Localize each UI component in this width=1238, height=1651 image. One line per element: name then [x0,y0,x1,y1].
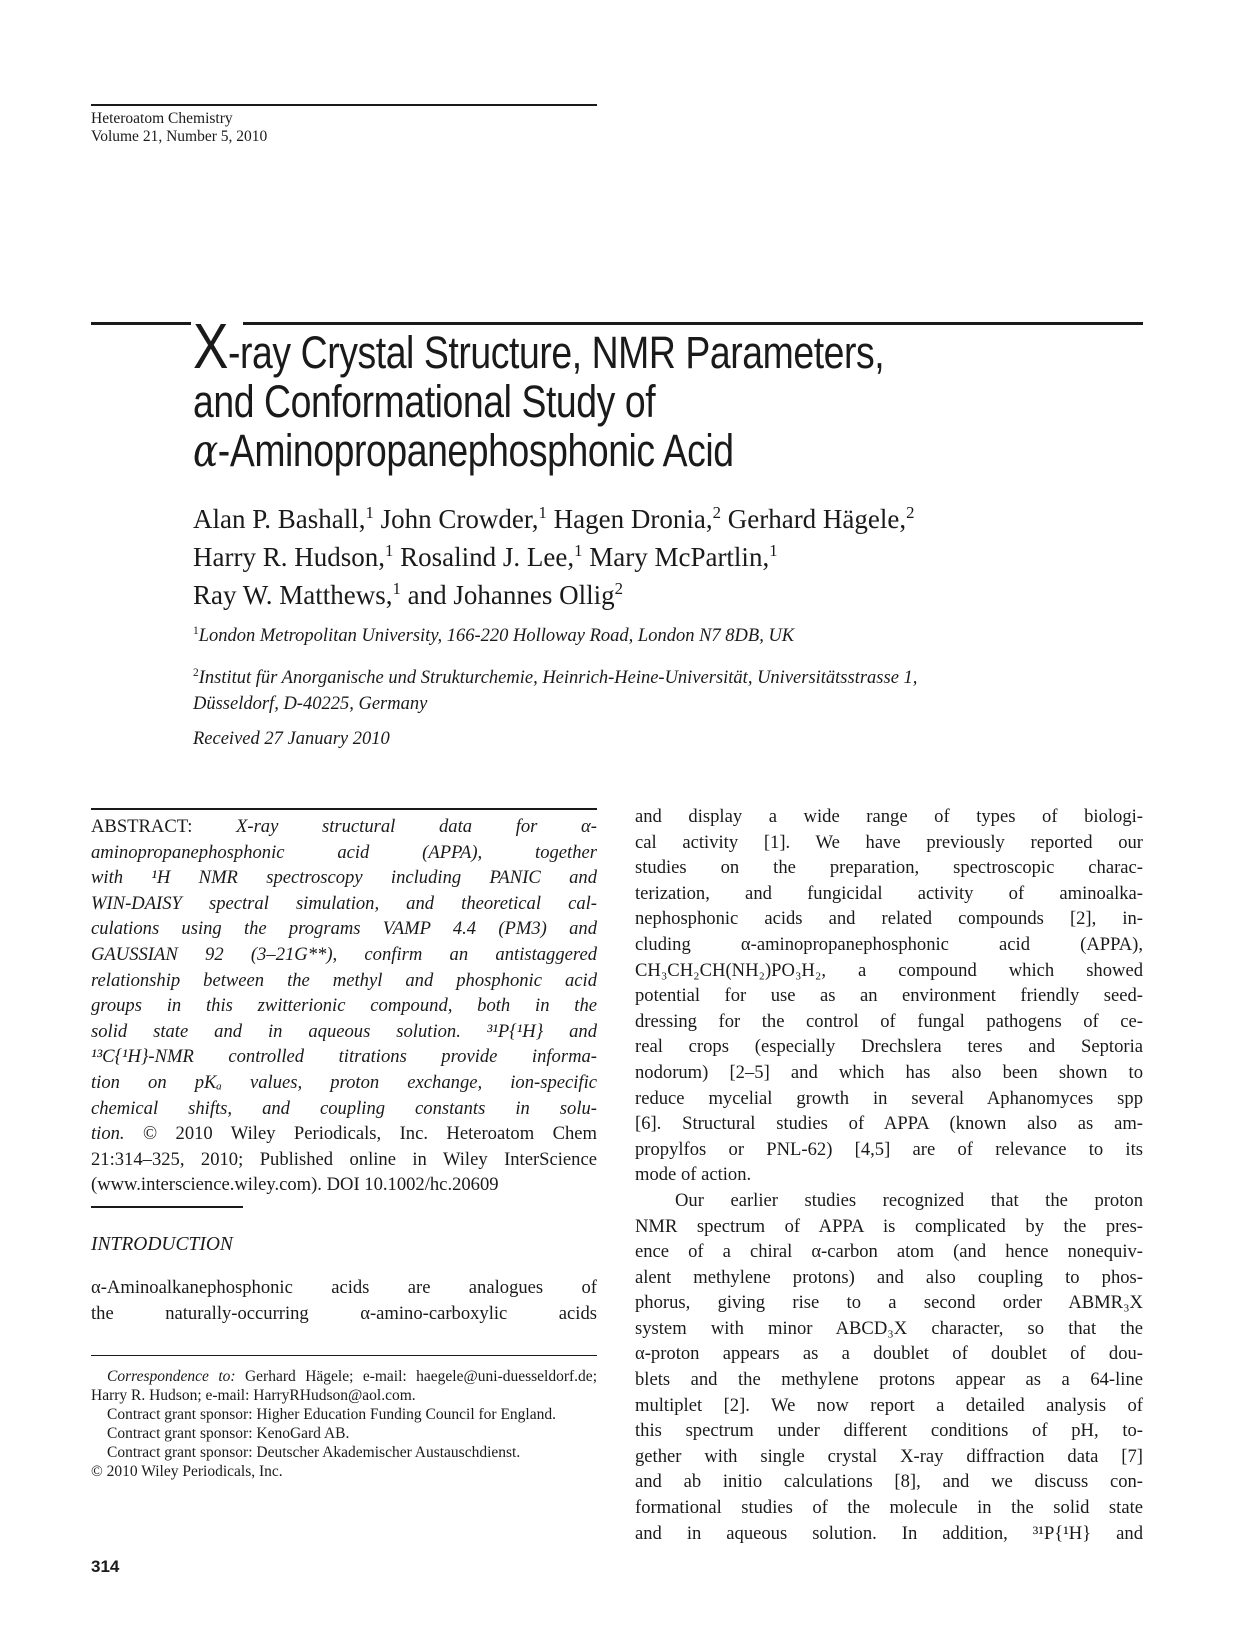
grant-note: Contract grant sponsor: Higher Education Funding Council for England. [107,1406,556,1423]
title-line-3 [193,426,1006,475]
title-rule-left [91,322,191,325]
text-line: alent methylene protons) and also coupling to phos- [635,1266,1143,1288]
author: and Johannes Ollig [407,580,615,610]
author-affiliation-mark: 1 [384,541,394,560]
abstract-line: WIN-DAISY spectral simulation, and theoretical cal- [91,892,597,914]
footnote-rule [91,1355,597,1356]
alpha-symbol: α [193,424,218,477]
abstract-line: ¹³C{¹H}-NMR controlled titrations provide informa- [91,1046,597,1068]
abstract-label: ABSTRACT: [91,816,193,837]
author: Ray W. Matthews, [193,580,393,610]
text-line: gether with single crystal X-ray diffraction data [7] [635,1445,1143,1467]
text-line: cluding α-aminopropanephosphonic acid (APPA), [635,933,1143,955]
introduction-text [91,1275,597,1326]
correspondence-note [91,1367,597,1405]
author-affiliation-mark: 2 [906,503,915,522]
abstract-end-rule [91,1206,243,1208]
author-line-2 [193,538,915,576]
author: John Crowder, [380,504,539,534]
abstract [91,814,597,1198]
correspondence-label: Correspondence to: [107,1368,236,1385]
author-list [193,500,915,614]
author: Gerhard Hägele, [727,504,907,534]
affiliation-2 [193,665,917,717]
text-line: and display a wide range of types of biologi- [635,806,1143,827]
abstract-line: groups in this zwitterionic compound, both in the [91,995,597,1017]
text-line: nodorum) [2–5] and which has also been shown to [635,1061,1143,1083]
text-line: reduce mycelial growth in several Aphanomyces spp [635,1087,1143,1109]
grant-note: Contract grant sponsor: Deutscher Akademischer Austauschdienst. [107,1444,521,1461]
text-line: real crops (especially Drechslera teres and Septoria [635,1036,1143,1058]
correspondence-text: Gerhard Hägele; e-mail: haegele@uni-duesseldorf.de; Harry R. Hudson; e-mail: HarryRHudson@aol.com. [91,1368,597,1404]
abstract-line: solid state and in aqueous solution. ³¹P{¹H} and [91,1020,597,1042]
affiliation-1 [193,623,794,649]
author: Alan P. Bashall, [193,504,366,534]
title-line-3-text: -Aminopropanephosphonic Acid [217,425,734,476]
author-affiliation-mark: 1 [392,579,401,598]
text-line: multiplet [2]. We now report a detailed analysis of [635,1394,1143,1416]
text-line: formational studies of the molecule in the solid state [635,1497,1143,1519]
journal-info [91,110,267,146]
abstract-line [91,1121,597,1147]
text-line: studies on the preparation, spectroscopic charac- [635,857,1143,879]
abstract-line: (www.interscience.wiley.com). DOI 10.1002/hc.20609 [91,1174,499,1196]
text-line: CH₃CH₂CH(NH₂)PO₃H₂, a compound which showed [635,959,1143,981]
author-line-3 [193,576,915,614]
affiliation-text: Institut für Anorganische und Strukturchemie, Heinrich-Heine-Universität, Universitätsstrasse 1, [198,668,918,688]
author-affiliation-mark: 1 [574,541,583,560]
title-line-1 [193,310,1006,382]
text-line: nephosphonic acids and related compounds [2], in- [635,908,1143,930]
text-line: mode of action. [635,1164,752,1186]
header-rule [91,104,597,106]
abstract-line: GAUSSIAN 92 (3–21G**), confirm an antistaggered [91,943,597,965]
abstract-line: 21:314–325, 2010; Published online in Wiley InterScience [91,1148,597,1170]
author-affiliation-mark: 2 [614,579,623,598]
affiliation-number: 2 [193,666,199,679]
abstract-line: tion on pKₐ values, proton exchange, ion-specific [91,1071,597,1093]
abstract-text: X-ray structural data for α- [236,816,597,837]
footnotes [91,1367,597,1481]
title-line-2: and Conformational Study of [193,376,656,427]
text-line: and ab initio calculations [8], and we discuss con- [635,1471,1143,1493]
affiliation-number: 1 [193,624,199,637]
author-affiliation-mark: 2 [712,503,721,522]
page-number: 314 [91,1557,120,1576]
text-line: potential for use as an environment friendly seed- [635,985,1143,1007]
article-title [193,310,1006,477]
text-line: system with minor ABCD₃X character, so that the [635,1317,1143,1339]
section-heading: INTRODUCTION [91,1234,233,1255]
abstract-copyright: © 2010 Wiley Periodicals, Inc. Heteroatom Chem [143,1123,597,1145]
affiliation-text-cont: Düsseldorf, D-40225, Germany [193,694,428,714]
author: Hagen Dronia, [553,504,713,534]
text-line: α-proton appears as a doublet of doublet of dou- [635,1343,1143,1365]
text-line: Our earlier studies recognized that the proton [675,1189,1143,1211]
author: Rosalind J. Lee, [400,542,575,572]
title-initial: X [193,310,229,382]
right-column [635,804,1143,1546]
text-line: cal activity [1]. We have previously reported our [635,831,1143,853]
abstract-line: culations using the programs VAMP 4.4 (PM3) and [91,918,597,940]
abstract-text: tion. [91,1123,125,1145]
author: Harry R. Hudson, [193,542,385,572]
abstract-line: aminopropanephosphonic acid (APPA), together [91,841,597,863]
author-affiliation-mark: 1 [769,541,778,560]
abstract-rule [91,808,597,810]
author-affiliation-mark: 1 [365,503,374,522]
title-line-1-text: -ray Crystal Structure, NMR Parameters, [228,327,885,378]
text-line: blets and the methylene protons appear as a 64-line [635,1369,1143,1391]
author: Mary McPartlin, [589,542,770,572]
received-date: Received 27 January 2010 [193,729,390,749]
abstract-line [91,814,597,840]
affiliation-text: London Metropolitan University, 166-220 Holloway Road, London N7 8DB, UK [198,626,795,646]
grant-note: Contract grant sponsor: KenoGard AB. [107,1425,350,1442]
journal-name: Heteroatom Chemistry [91,110,233,127]
abstract-line: relationship between the methyl and phosphonic acid [91,969,597,991]
text-line: and in aqueous solution. In addition, ³¹P{¹H} and [635,1522,1143,1544]
text-line: terization, and fungicidal activity of aminoalka- [635,882,1143,904]
text-line: [6]. Structural studies of APPA (known also as am- [635,1113,1143,1135]
abstract-line: with ¹H NMR spectroscopy including PANIC and [91,867,597,889]
copyright-note: © 2010 Wiley Periodicals, Inc. [91,1463,283,1480]
author-affiliation-mark: 1 [538,503,547,522]
text-line: propylfos or PNL-62) [4,5] are of relevance to its [635,1138,1143,1160]
abstract-line: chemical shifts, and coupling constants in solu- [91,1097,597,1119]
text-line: the naturally-occurring α-amino-carboxylic acids [91,1302,597,1324]
journal-volume: Volume 21, Number 5, 2010 [91,128,268,145]
text-line: phorus, giving rise to a second order ABMR₃X [635,1292,1143,1314]
text-line: NMR spectrum of APPA is complicated by the pres- [635,1215,1143,1237]
text-line: α-Aminoalkanephosphonic acids are analogues of [91,1277,597,1298]
author-line-1 [193,500,915,538]
text-line: this spectrum under different conditions of pH, to- [635,1420,1143,1442]
text-line: ence of a chiral α-carbon atom (and hence nonequiv- [635,1241,1143,1263]
text-line: dressing for the control of fungal pathogens of ce- [635,1010,1143,1032]
